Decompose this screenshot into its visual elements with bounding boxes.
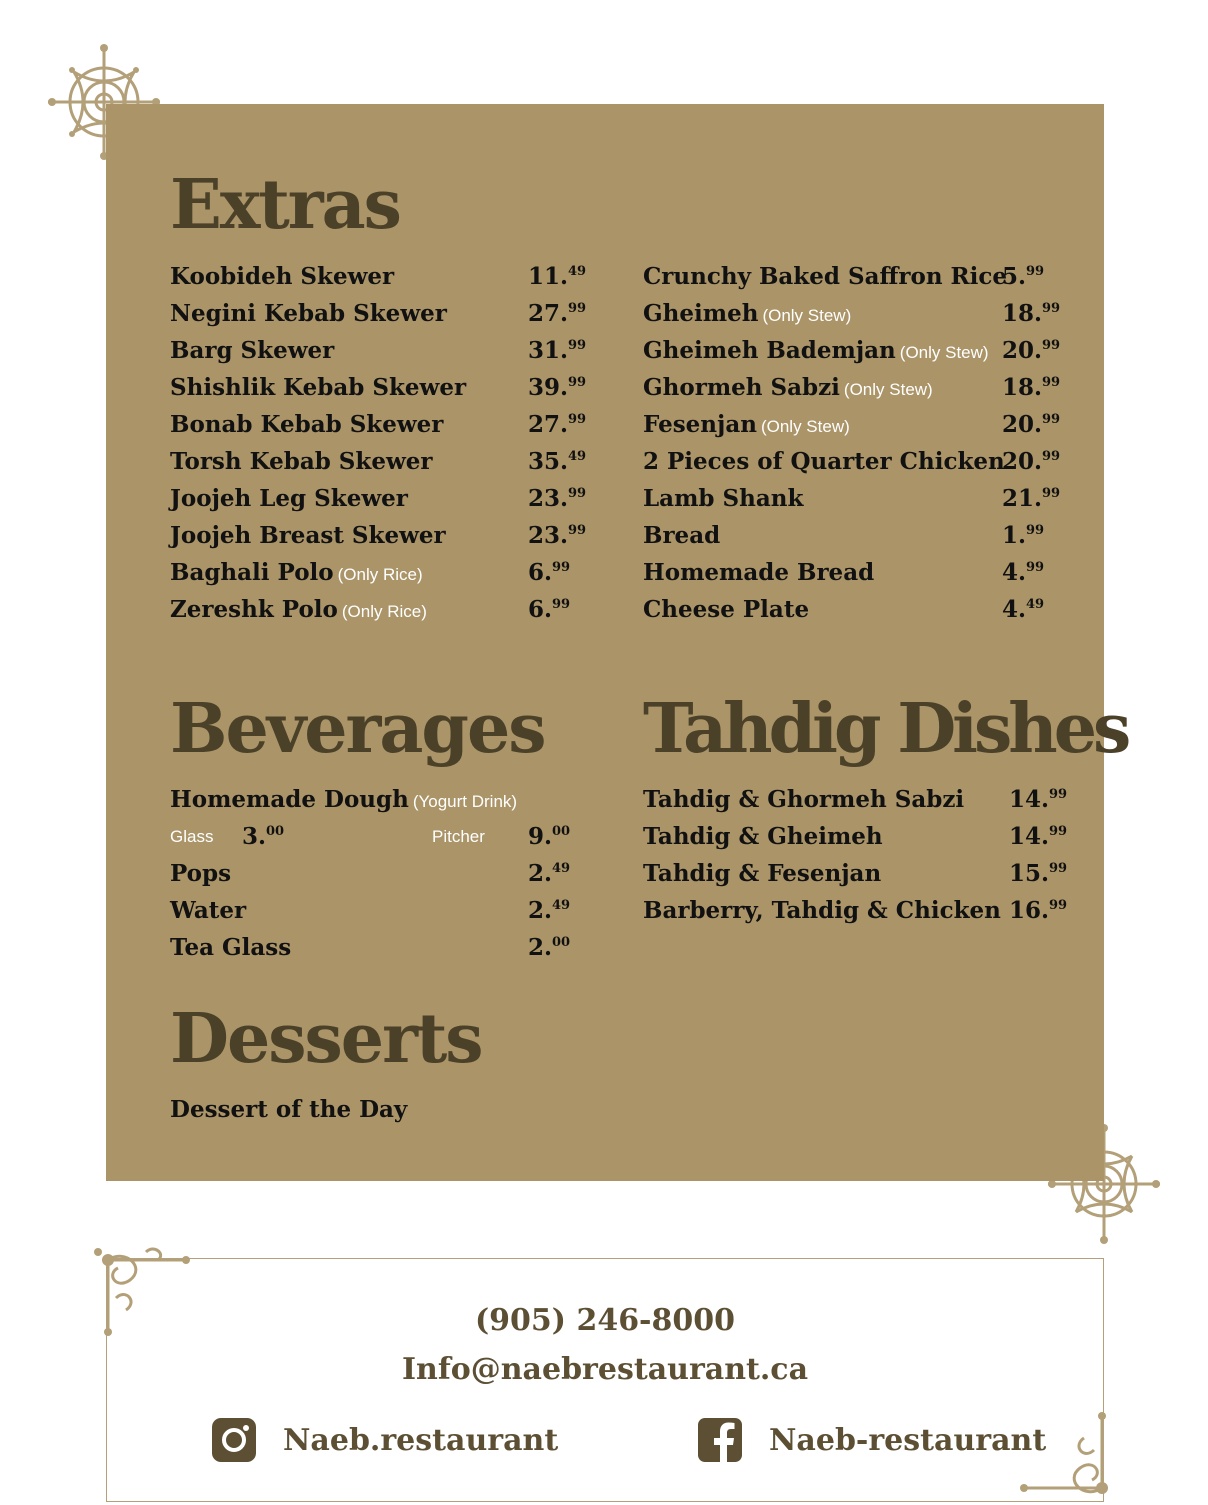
instagram-icon [211,1417,257,1463]
pitcher-price: 9.00 [528,823,571,850]
item-price: 23.99 [528,485,587,512]
contact-box [106,1258,1104,1502]
item-price: 4.49 [1002,596,1045,623]
item-name: Zereshk Polo (Only Rice) [170,596,427,623]
item-price: 2.49 [528,860,571,887]
item-note: (Only Rice) [341,602,427,621]
section-title-tahdig-dishes: Tahdig Dishes [643,689,1128,769]
pitcher-label: Pitcher [432,827,485,846]
item-price: 14.99 [1009,786,1068,813]
item-name: Tahdig & Gheimeh [643,823,883,850]
item-name: Gheimeh Bademjan (Only Stew) [643,337,989,364]
menu-item [643,258,1093,295]
item-name: Pops [170,860,232,887]
facebook-link[interactable] [697,1417,1046,1463]
item-price: 27.99 [528,411,587,438]
item-name: Tahdig & Ghormeh Sabzi [643,786,965,813]
section-title-extras: Extras [170,165,400,245]
menu-item [643,443,1093,480]
menu-item [643,332,1093,369]
glass-label: Glass [170,827,214,846]
item-name: 2 Pieces of Quarter Chicken [643,448,1005,475]
menu-item [643,369,1093,406]
item-name: Baghali Polo (Only Rice) [170,559,423,586]
item-name: Tahdig & Fesenjan [643,860,882,887]
menu-item [170,443,630,480]
item-name: Joojeh Leg Skewer [170,485,408,512]
menu-item [643,855,1093,892]
menu-item [170,517,630,554]
ornament-contact-bottom-right [1016,1408,1126,1505]
facebook-icon [697,1417,743,1463]
section-title-desserts: Desserts [170,999,482,1079]
item-price: 20.99 [1002,448,1061,475]
item-price: 1.99 [1002,522,1045,549]
menu-item [643,406,1093,443]
item-price: 39.99 [528,374,587,401]
section-title-beverages: Beverages [170,689,545,769]
menu-item [170,332,630,369]
item-name: Negini Kebab Skewer [170,300,447,327]
ornament-contact-top-left [86,1238,196,1338]
item-name: Cheese Plate [643,596,810,623]
facebook-handle: Naeb-restaurant [769,1422,1047,1458]
item-name: Barberry, Tahdig & Chicken [643,897,1001,924]
menu-item [643,892,1093,929]
item-note: (Only Stew) [899,343,989,362]
glass-price: 3.00 [242,823,285,850]
menu-item [170,258,630,295]
item-name: Bread [643,522,721,549]
item-price: 2.49 [528,897,571,924]
item-name: Dessert of the Day [170,1096,408,1123]
item-name: Crunchy Baked Saffron Rice [643,263,1008,290]
menu-item [170,929,610,966]
item-note: (Only Stew) [843,380,933,399]
item-name: Bonab Kebab Skewer [170,411,444,438]
email-address[interactable]: Info@naebrestaurant.ca [401,1352,809,1387]
item-name: Homemade Bread [643,559,875,586]
item-price: 15.99 [1009,860,1068,887]
item-name: Torsh Kebab Skewer [170,448,433,475]
item-price: 6.99 [528,596,571,623]
item-name: Joojeh Breast Skewer [170,522,446,549]
menu-item [643,591,1093,628]
item-price: 6.99 [528,559,571,586]
item-note: (Only Stew) [760,417,850,436]
menu-item [643,781,1093,818]
item-name: Water [170,897,247,924]
item-note: (Yogurt Drink) [412,792,518,811]
menu-item [170,781,610,818]
menu-item [170,369,630,406]
item-name: Ghormeh Sabzi (Only Stew) [643,374,933,401]
menu-item [170,480,630,517]
item-price: 18.99 [1002,374,1061,401]
item-price: 5.99 [1002,263,1045,290]
item-price: 20.99 [1002,337,1061,364]
menu-item [643,295,1093,332]
menu-item [643,818,1093,855]
item-note: (Only Stew) [762,306,852,325]
dough-size-row [170,818,610,855]
menu-item [170,406,630,443]
item-name: Homemade Dough (Yogurt Drink) [170,786,518,813]
instagram-handle: Naeb.restaurant [283,1422,559,1458]
item-price: 20.99 [1002,411,1061,438]
item-note: (Only Rice) [337,565,423,584]
item-price: 11.49 [528,263,587,290]
item-name: Barg Skewer [170,337,335,364]
item-price: 14.99 [1009,823,1068,850]
item-name: Fesenjan (Only Stew) [643,411,850,438]
item-price: 27.99 [528,300,587,327]
item-price: 2.00 [528,934,571,961]
menu-item [170,892,610,929]
menu-item [170,855,610,892]
menu-item [643,480,1093,517]
menu-item [170,295,630,332]
item-price: 31.99 [528,337,587,364]
instagram-link[interactable] [211,1417,558,1463]
item-price: 4.99 [1002,559,1045,586]
item-name: Tea Glass [170,934,292,961]
menu-item [170,591,630,628]
menu-item [643,517,1093,554]
menu-item [170,1091,610,1128]
item-price: 21.99 [1002,485,1061,512]
item-price: 18.99 [1002,300,1061,327]
item-price: 16.99 [1009,897,1068,924]
phone-number[interactable]: (905) 246-8000 [474,1303,736,1338]
item-name: Koobideh Skewer [170,263,395,290]
menu-item [643,554,1093,591]
item-name: Shishlik Kebab Skewer [170,374,467,401]
item-price: 35.49 [528,448,587,475]
item-name: Lamb Shank [643,485,804,512]
menu-item [170,554,630,591]
item-name: Gheimeh (Only Stew) [643,300,852,327]
item-price: 23.99 [528,522,587,549]
